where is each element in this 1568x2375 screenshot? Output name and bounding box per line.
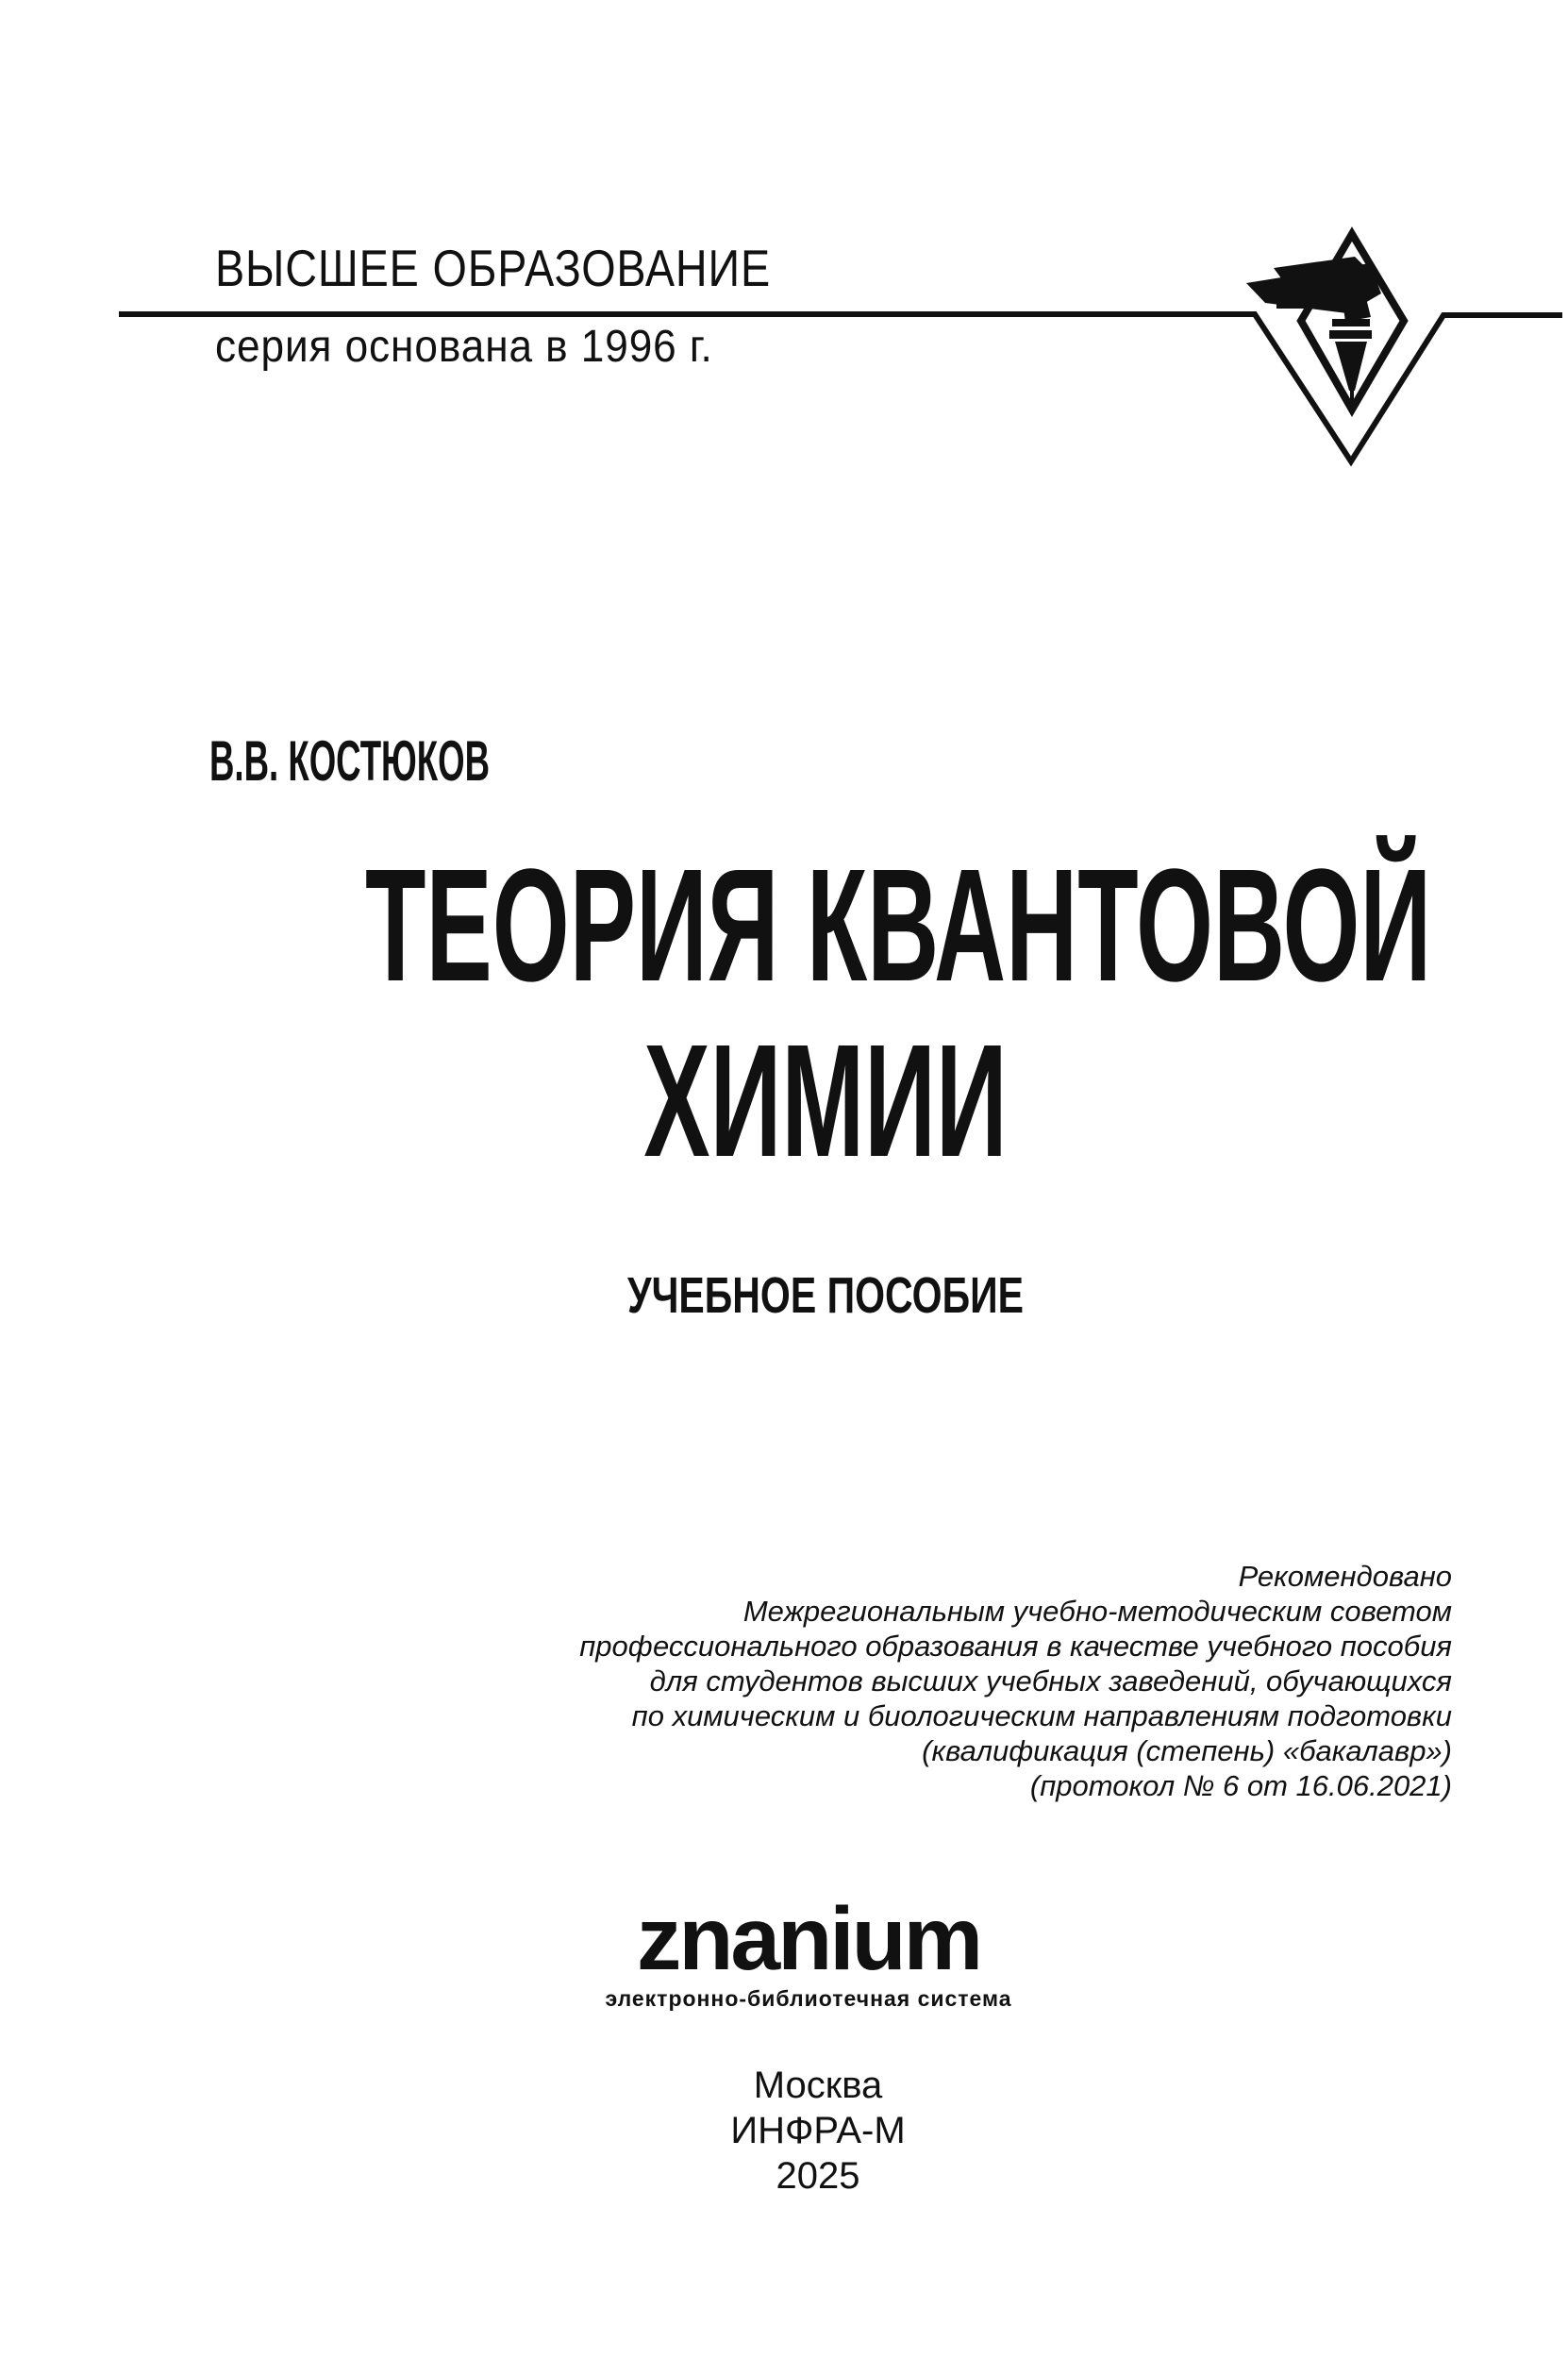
imprint-block (68, 2063, 1568, 2199)
emblem-neck-bar1 (1332, 319, 1370, 326)
imprint-city: Москва (753, 2065, 883, 2106)
imprint-publisher: ИНФРА-М (730, 2110, 906, 2151)
znanium-logo (25, 1889, 1568, 2012)
znanium-wordmark: znanium (636, 1889, 981, 1989)
book-title-line1: ТЕОРИЯ КВАНТОВОЙ (365, 836, 1432, 1015)
author-name: В.В. КОСТЮКОВ (209, 729, 491, 793)
recommendation-line: Межрегиональным учебно-методическим советом (742, 1595, 1452, 1628)
recommendation-line: профессионального образования в качестве учебного пособия (579, 1630, 1452, 1663)
recommendation-line: для студентов высших учебных заведений, обучающихся (649, 1664, 1452, 1698)
znanium-tagline: электронно-библиотечная система (605, 1986, 1012, 2011)
book-subtitle: УЧЕБНОЕ ПОСОБИЕ (627, 1267, 1024, 1324)
book-title-line2: ХИМИИ (643, 1012, 1008, 1191)
recommendation-line: (квалификация (степень) «бакалавр») (922, 1734, 1452, 1767)
series-title: ВЫСШЕЕ ОБРАЗОВАНИЕ (215, 239, 772, 297)
book-subtitle-wrap (83, 1268, 1568, 1323)
recommendation-block (579, 1559, 1452, 1803)
recommendation-line: по химическим и биологическим направлениям подготовки (631, 1699, 1452, 1732)
imprint-year: 2025 (776, 2155, 860, 2197)
emblem-neck-bar2 (1329, 330, 1372, 339)
book-title (83, 838, 1568, 1189)
recommendation-line: Рекомендовано (1238, 1560, 1452, 1593)
series-founded-note: серия основана в 1996 г. (215, 322, 713, 372)
recommendation-line: (протокол № 6 от 16.06.2021) (1029, 1769, 1452, 1802)
emblem-needle (1350, 391, 1354, 407)
